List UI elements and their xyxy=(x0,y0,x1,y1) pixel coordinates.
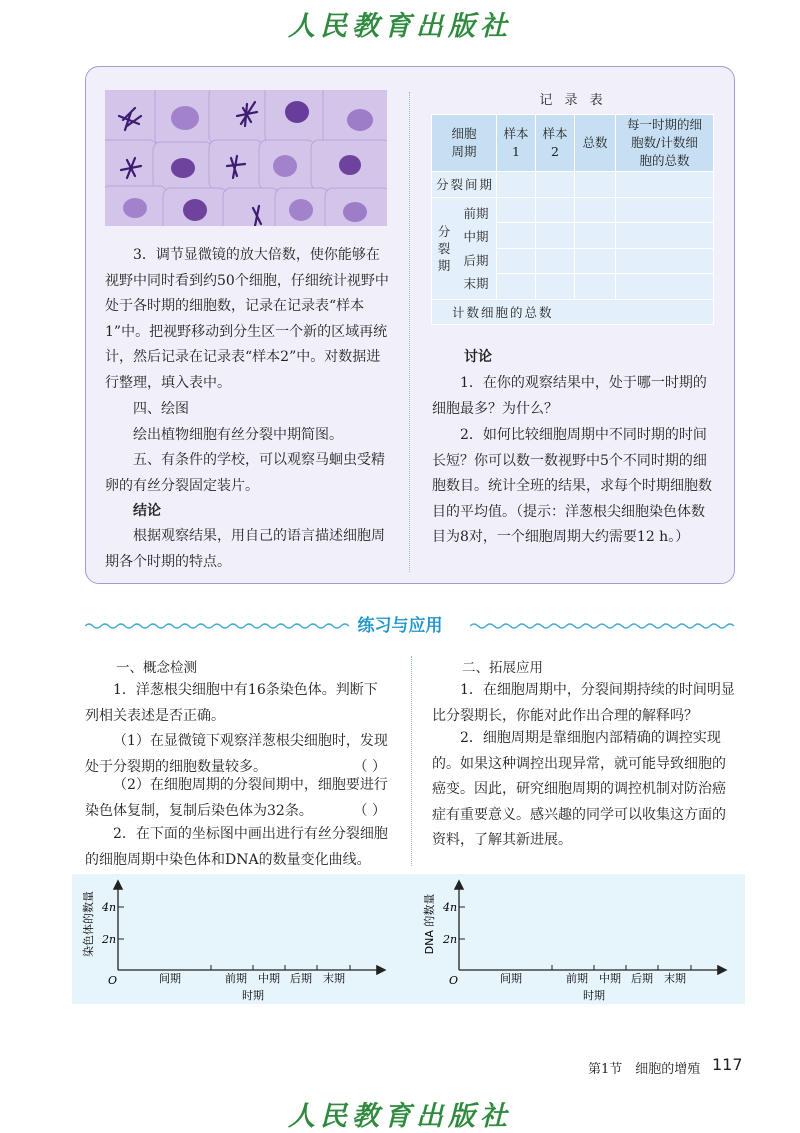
phase-metaphase: 中期 xyxy=(463,229,489,245)
y-tick-4n: 4n xyxy=(443,901,458,914)
origin-label: O xyxy=(449,974,459,987)
table-header-row xyxy=(432,115,714,172)
dna-graph xyxy=(422,882,725,1002)
y-tick-4n: 4n xyxy=(102,901,117,914)
origin-label: O xyxy=(108,974,118,987)
discussion-title: 讨论 xyxy=(464,349,492,365)
publisher-logo-bottom: 人民教育出版社 xyxy=(288,1101,512,1132)
micrograph xyxy=(105,90,387,226)
phase-prophase: 前期 xyxy=(463,206,489,222)
header-cell-sample2: 样本 2 xyxy=(536,115,575,172)
concept-q2: 2．在下面的坐标图中画出进行有丝分裂细胞的细胞周期中染色体和DNA的数量变化曲线。 xyxy=(85,826,388,868)
chromosome-graph xyxy=(81,882,384,1002)
x-axis-label: 时期 xyxy=(242,989,264,1002)
row-label-interphase: 分裂间期 xyxy=(432,172,497,198)
phase-anaphase: 后期 xyxy=(463,252,489,268)
header-cell-cycle: 细胞 周期 xyxy=(432,115,497,172)
x-tick-label: 前期 xyxy=(566,972,588,985)
concept-q1-item1: （1）在显微镜下观察洋葱根尖细胞时，发现处于分裂期的细胞数量较多。 （ ） xyxy=(85,729,390,780)
footer-section: 第1节 细胞的增殖 xyxy=(588,1062,701,1077)
x-tick-label: 后期 xyxy=(290,972,312,985)
lab-step-4-text: 绘出植物细胞有丝分裂中期简图。 xyxy=(133,427,343,443)
practice-section-title: 练习与应用 xyxy=(357,616,443,636)
page-number: 117 xyxy=(712,1055,743,1074)
x-tick-label: 间期 xyxy=(159,972,181,985)
extension-q2: 2．细胞周期是靠细胞内部精确的调控实现的。如果这种调控出现异常，就可能导致细胞的癌变。因此，研究细胞周期的调控机制对防治癌症有重要意义。感兴趣的同学可以收集这方面的资料，了解其新进展。 xyxy=(432,730,726,848)
concept-check-title: 一、概念检测 xyxy=(116,660,197,676)
table-row xyxy=(432,197,714,223)
extension-title: 二、拓展应用 xyxy=(462,660,543,676)
header-cell-sample1: 样本 1 xyxy=(497,115,536,172)
record-table xyxy=(431,114,714,325)
header-cell-ratio: 每一时期的细 胞数/计数细 胞的总数 xyxy=(616,115,714,172)
conclusion-title: 结论 xyxy=(133,503,161,519)
conclusion-text: 根据观察结果，用自己的语言描述细胞周期各个时期的特点。 xyxy=(105,528,385,570)
x-tick-label: 末期 xyxy=(323,972,345,985)
row-label-mitosis: 分 裂 期 前期 中期 后期 末期 xyxy=(432,197,497,299)
practice-column-divider xyxy=(411,656,412,866)
row-label-total: 计数细胞的总数 xyxy=(432,299,714,325)
lab-step-4-title: 四、绘图 xyxy=(133,401,189,417)
discussion-q2: 2．如何比较细胞周期中不同时期的时间长短？你可以数一数视野中5个不同时期的细胞数目。统计全班的结果，求每个时期细胞数目的平均值。（提示：洋葱根尖细胞染色体数目为8对，一个细胞周期大约需要12 h。） xyxy=(432,427,712,545)
y-axis-label-dna: DNA 的数量 xyxy=(423,893,436,955)
lab-step-3: 3．调节显微镜的放大倍数，使你能够在视野中同时看到约50个细胞，仔细统计视野中处于各时期的细胞数，记录在记录表“样本1”中。把视野移动到分生区一个新的区域再统计，然后记录在记录表“样本2”中。对数据进行整理，填入表中。 xyxy=(105,247,389,391)
concept-q1-item2: （2）在细胞周期的分裂间期中，细胞要进行染色体复制，复制后染色体为32条。 （ ） xyxy=(85,773,390,824)
table-row xyxy=(432,172,714,198)
section-divider-left xyxy=(85,622,350,630)
x-tick-label: 末期 xyxy=(664,972,686,985)
answer-blank[interactable]: （ ） xyxy=(353,802,386,819)
x-axis-label: 时期 xyxy=(583,989,605,1002)
table-row xyxy=(432,299,714,325)
concept-q1-intro: 1．洋葱根尖细胞中有16条染色体。判断下列相关表述是否正确。 xyxy=(85,682,378,724)
lab-step-5: 五、有条件的学校，可以观察马蛔虫受精卵的有丝分裂固定装片。 xyxy=(105,452,385,494)
answer-blank[interactable]: （ ） xyxy=(353,758,386,775)
y-tick-2n: 2n xyxy=(443,933,458,946)
y-tick-2n: 2n xyxy=(102,933,117,946)
phase-telophase: 末期 xyxy=(463,275,489,291)
onion-root-tip-micrograph xyxy=(105,90,387,226)
x-tick-label: 后期 xyxy=(631,972,653,985)
extension-q1: 1．在细胞周期中，分裂间期持续的时间明显比分裂期长，你能对此作出合理的解释吗？ xyxy=(432,682,735,724)
x-tick-label: 中期 xyxy=(599,972,621,985)
publisher-logo-top: 人民教育出版社 xyxy=(288,11,512,42)
y-axis-label-chromosome: 染色体的数量 xyxy=(82,891,95,957)
section-divider-right xyxy=(470,622,735,630)
coordinate-graphs xyxy=(72,874,745,1004)
column-divider xyxy=(409,92,410,572)
header-cell-total: 总数 xyxy=(575,115,616,172)
x-tick-label: 中期 xyxy=(258,972,280,985)
x-tick-label: 前期 xyxy=(225,972,247,985)
record-table-caption: 记 录 表 xyxy=(539,93,607,108)
x-tick-label: 间期 xyxy=(500,972,522,985)
discussion-q1: 1．在你的观察结果中，处于哪一时期的细胞最多？为什么？ xyxy=(432,375,707,417)
